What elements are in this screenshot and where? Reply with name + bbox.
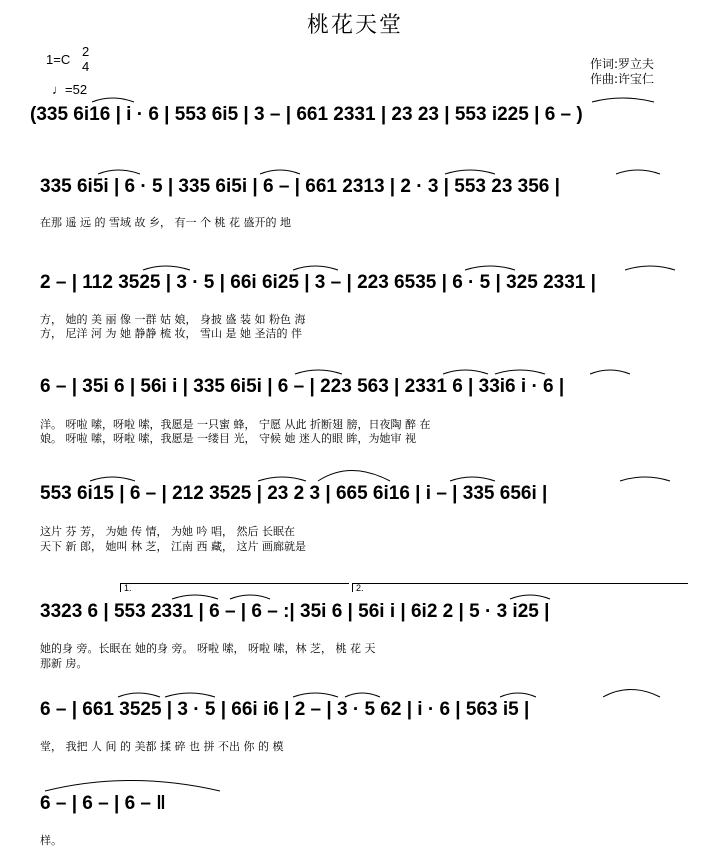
slur-mark xyxy=(445,170,495,174)
lyric-row-4-verse-1: 洋。 呀啦 嗦，呀啦 嗦，我愿是 一只蜜 蜂， 宁愿 从此 折断翅 膀，日夜陶 醉 在 xyxy=(40,418,431,431)
lyric-row-6-verse-2: 那新 房。 xyxy=(40,657,88,670)
lyric-row-3-verse-2: 方， 尼洋 河 为 她 静静 梳 妆， 雪山 是 她 圣洁的 伴 xyxy=(40,327,302,340)
slur-mark xyxy=(450,477,495,481)
slur-mark xyxy=(143,266,190,270)
slur-mark xyxy=(293,266,338,270)
slur-mark xyxy=(620,477,670,481)
quarter-note-icon: ♩ xyxy=(52,82,65,97)
slur-mark xyxy=(258,477,306,481)
notation-row-6: 3323 6 | 553 2331 | 6 – | 6 – :| 35i 6 | 56i i | 6i2 2 | 5 · 3 i25 | xyxy=(40,601,550,622)
key-signature: 1=C xyxy=(46,52,71,67)
notation-row-2: 335 6i5i | 6 · 5 | 335 6i5i | 6 – | 661 2313 | 2 · 3 | 553 23 356 | xyxy=(40,176,560,197)
slur-mark xyxy=(318,471,390,482)
lyric-row-5-verse-2: 天下 新 郎， 她叫 林 芝， 江南 西 藏， 这片 画廊就是 xyxy=(40,540,306,553)
slur-mark xyxy=(92,98,134,102)
composer-credit: 作曲:许宝仁 xyxy=(590,72,655,86)
lyric-row-6-verse-1: 她的身 旁。长眠在 她的身 旁。 呀啦 嗦， 呀啦 嗦，林 芝， 桃 花 天 xyxy=(40,642,376,655)
notation-row-8: 6 – | 6 – | 6 – ‖ xyxy=(40,793,166,814)
lyricist-credit: 作词:罗立夫 xyxy=(590,57,655,71)
notation-row-5: 553 6i15 | 6 – | 212 3525 | 23 2 3 | 665 6i16 | i – | 335 656i | xyxy=(40,483,548,504)
slur-mark xyxy=(118,693,160,697)
slur-mark xyxy=(500,693,536,697)
lyric-row-3-verse-1: 方， 她的 美 丽 像 一群 姑 娘， 身披 盛 装 如 粉色 海 xyxy=(40,313,306,326)
lyric-row-2-verse-1: 在那 遥 远 的 雪域 故 乡， 有一 个 桃 花 盛开的 地 xyxy=(40,216,291,229)
notation-row-7: 6 – | 661 3525 | 3 · 5 | 66i i6 | 2 – | 3 · 5 62 | i · 6 | 563 i5 | xyxy=(40,699,530,720)
lyric-row-4-verse-2: 娘。 呀啦 嗦，呀啦 嗦，我愿是 一缕目 光， 守候 她 迷人的眼 眸，为她审 视 xyxy=(40,432,416,445)
slur-mark xyxy=(98,170,140,174)
lyric-row-8-verse-1: 样。 xyxy=(40,834,62,847)
slur-mark xyxy=(230,595,270,599)
slur-mark xyxy=(260,170,300,174)
slur-mark xyxy=(465,266,515,270)
time-sig-bottom: 4 xyxy=(82,59,90,74)
notation-row-3: 2 – | 112 3525 | 3 · 5 | 66i 6i25 | 3 – | 223 6535 | 6 · 5 | 325 2331 | xyxy=(40,272,596,293)
volta-first-ending: 1. xyxy=(120,583,349,592)
slur-mark xyxy=(590,370,630,374)
slur-mark xyxy=(603,690,660,698)
slur-mark xyxy=(592,98,654,102)
lyric-row-7-verse-1: 堂， 我把 人 间 的 美都 揉 碎 也 拼 不出 你 的 模 xyxy=(40,740,284,753)
lyric-row-5-verse-1: 这片 芬 芳， 为她 传 情， 为她 吟 唱， 然后 长眠在 xyxy=(40,525,295,538)
slur-mark xyxy=(345,693,380,697)
slur-mark xyxy=(295,370,342,374)
notation-row-4: 6 – | 35i 6 | 56i i | 335 6i5i | 6 – | 223 563 | 2331 6 | 33i6 i · 6 | xyxy=(40,376,565,397)
volta-second-ending: 2. xyxy=(352,583,688,592)
slur-mark xyxy=(293,693,338,697)
time-sig-top: 2 xyxy=(82,44,90,59)
slur-mark xyxy=(90,477,135,481)
slur-mark xyxy=(625,266,675,270)
slur-mark xyxy=(172,595,218,599)
slur-mark xyxy=(495,370,545,374)
slur-mark xyxy=(443,370,488,374)
notation-row-1: (335 6i16 | i · 6 | 553 6i5 | 3 – | 661 2331 | 23 23 | 553 i225 | 6 – ) xyxy=(30,104,583,125)
slur-mark xyxy=(165,693,215,697)
tempo-value: =52 xyxy=(65,82,88,97)
slur-mark xyxy=(616,170,660,174)
slur-mark xyxy=(510,595,550,599)
song-title: 桃花天堂 xyxy=(306,13,403,38)
slur-mark xyxy=(45,781,220,792)
